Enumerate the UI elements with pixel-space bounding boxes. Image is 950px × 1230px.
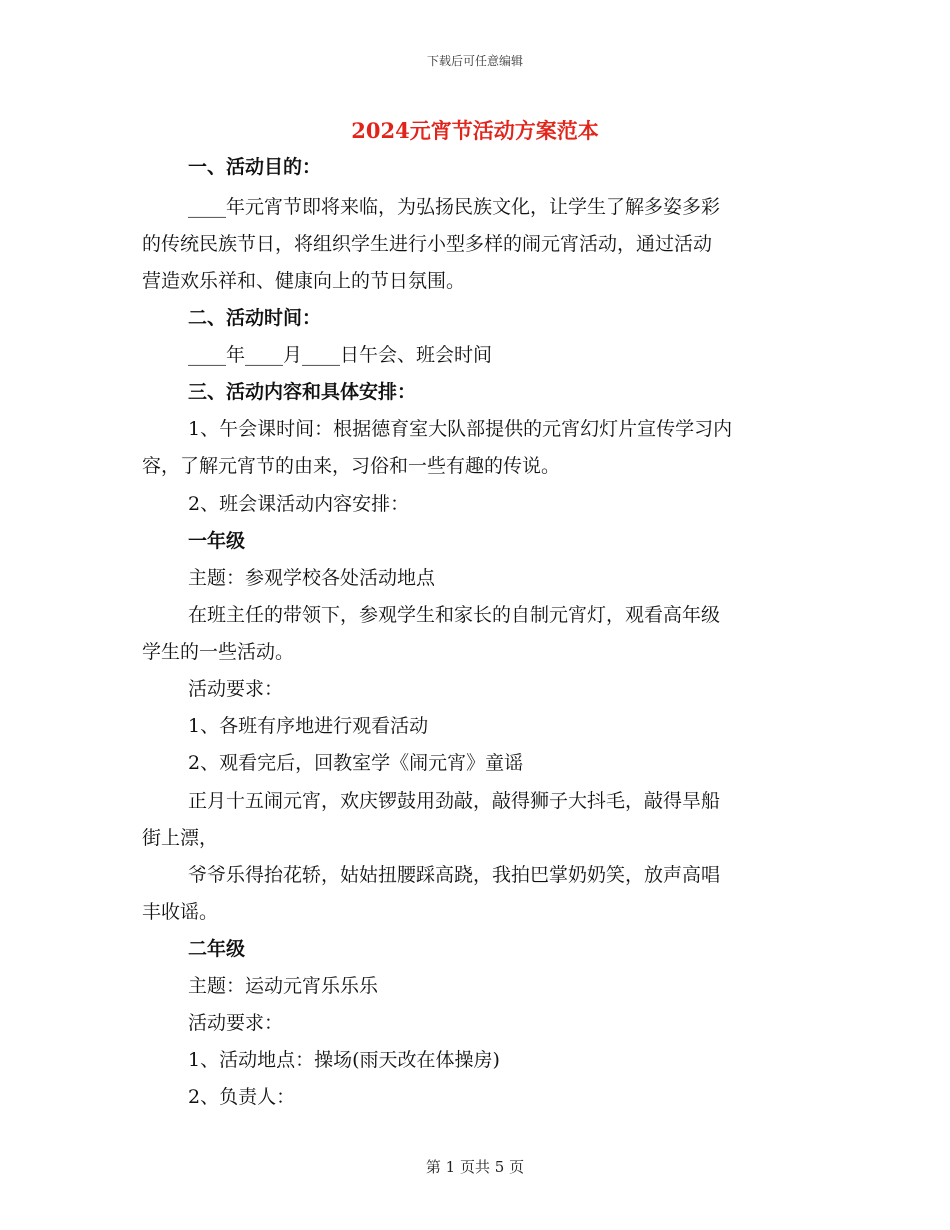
paragraph-line: 1、午会课时间：根据德育室大队部提供的元宵幻灯片宣传学习内 — [188, 418, 733, 440]
paragraph-line: 2、班会课活动内容安排： — [188, 493, 410, 515]
paragraph-line: 正月十五闹元宵，欢庆锣鼓用劲敲，敲得狮子大抖毛，敲得旱船 — [188, 790, 721, 812]
paragraph-line: 爷爷乐得抬花轿，姑姑扭腰踩高跷，我拍巴掌奶奶笑，放声高唱 — [188, 864, 721, 886]
paragraph-line: 主题：参观学校各处活动地点 — [188, 567, 436, 589]
paragraph-line: 2、观看完后，回教室学《闹元宵》童谣 — [188, 752, 524, 774]
page-header: 下载后可任意编辑 — [426, 54, 523, 68]
paragraph-line: 1、各班有序地进行观看活动 — [188, 715, 429, 737]
document-title: 2024元宵节活动方案范本 — [351, 118, 599, 143]
paragraph-line: 活动要求： — [188, 1012, 284, 1034]
paragraph-line: 活动要求： — [188, 678, 284, 700]
subheading-grade-two: 二年级 — [188, 938, 246, 960]
subheading-grade-one: 一年级 — [188, 530, 246, 552]
paragraph-line: 的传统民族节日，将组织学生进行小型多样的闹元宵活动，通过活动 — [142, 233, 713, 255]
paragraph-line: 1、活动地点：操场(雨天改在体操房) — [188, 1049, 500, 1071]
section-heading-content: 三、活动内容和具体安排： — [188, 381, 417, 403]
paragraph-line: ____年元宵节即将来临，为弘扬民族文化，让学生了解多姿多彩 — [188, 196, 721, 218]
section-heading-time: 二、活动时间： — [188, 307, 322, 329]
paragraph-line: 营造欢乐祥和、健康向上的节日氛围。 — [142, 270, 466, 292]
paragraph-line: 丰收谣。 — [142, 901, 219, 923]
paragraph-line: 2、负责人： — [188, 1086, 296, 1108]
section-heading-purpose: 一、活动目的： — [188, 156, 322, 178]
paragraph-line: 在班主任的带领下，参观学生和家长的自制元宵灯，观看高年级 — [188, 604, 721, 626]
paragraph-line: 学生的一些活动。 — [142, 641, 295, 663]
paragraph-line: ____年____月____日午会、班会时间 — [188, 344, 493, 366]
paragraph-line: 街上漂， — [142, 827, 219, 849]
paragraph-line: 容，了解元宵节的由来，习俗和一些有趣的传说。 — [142, 455, 561, 477]
paragraph-line: 主题：运动元宵乐乐乐 — [188, 975, 379, 997]
page-footer: 第 1 页共 5 页 — [425, 1158, 525, 1176]
